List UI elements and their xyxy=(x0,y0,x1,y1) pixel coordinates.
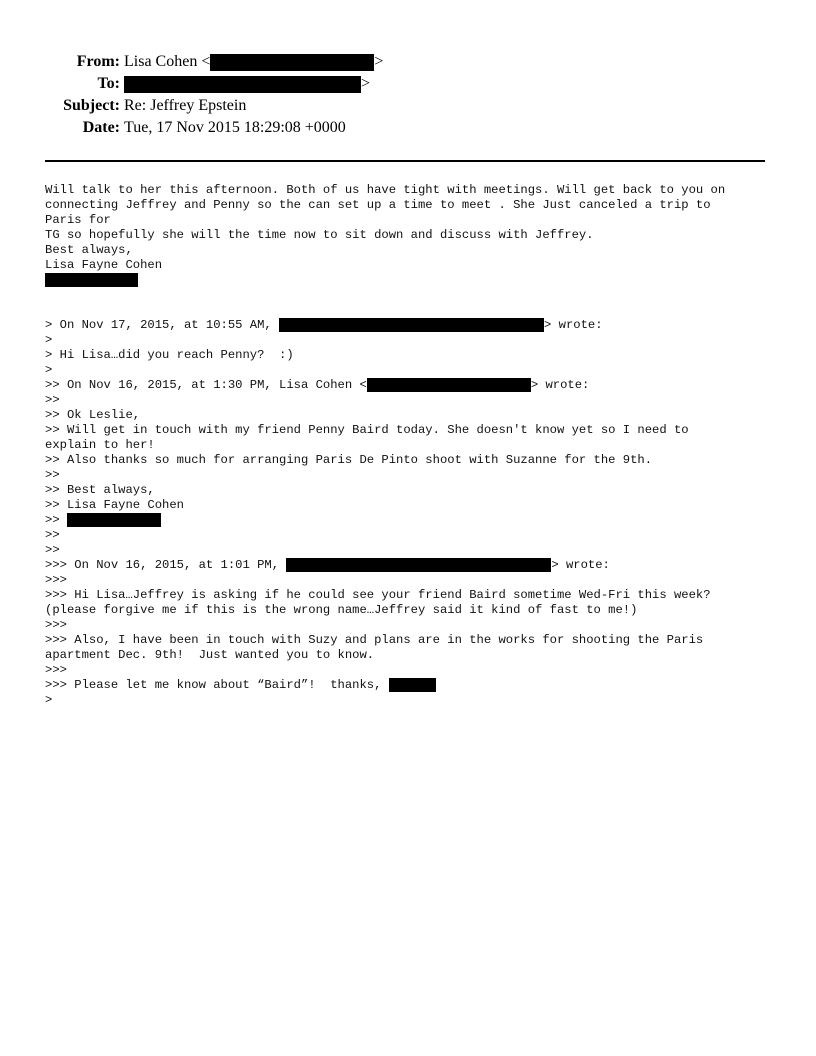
email-body xyxy=(45,183,785,708)
quote-line xyxy=(45,558,785,573)
to-value xyxy=(124,75,370,93)
quote-line: >> xyxy=(45,543,60,557)
quote-text: > On Nov 17, 2015, at 10:55 AM, xyxy=(45,318,280,333)
redaction-box xyxy=(124,76,361,93)
quote-line: > xyxy=(45,363,53,377)
from-close: > xyxy=(374,53,384,70)
quote-text: >>> On Nov 16, 2015, at 1:01 PM, xyxy=(45,558,287,573)
quote-line: >>> xyxy=(45,663,67,677)
quote-line: >> Also thanks so much for arranging Paris De Pinto shoot with Suzanne for the 9th. xyxy=(45,453,653,467)
redaction-box xyxy=(67,513,161,527)
quote-line xyxy=(45,318,785,333)
quote-line: >> Lisa Fayne Cohen xyxy=(45,498,184,512)
quote-text: > wrote: xyxy=(530,378,590,393)
body-line: TG so hopefully she will the time now to sit down and discuss with Jeffrey. xyxy=(45,228,594,242)
quote-line: >>> xyxy=(45,618,67,632)
signature-redaction-line xyxy=(45,273,785,288)
quote-line xyxy=(45,513,785,528)
quote-line: >> Will get in touch with my friend Penny Baird today. She doesn't know yet so I need to xyxy=(45,423,689,437)
quote-line: apartment Dec. 9th! Just wanted you to know. xyxy=(45,648,375,662)
quote-line: >> xyxy=(45,468,60,482)
quote-line: (please forgive me if this is the wrong name…Jeffrey said it kind of fast to me!) xyxy=(45,603,638,617)
quote-line: >> xyxy=(45,528,60,542)
quote-line xyxy=(45,378,785,393)
from-label: From: xyxy=(76,53,120,70)
body-line: Best always, xyxy=(45,243,133,257)
quote-line: >>> Hi Lisa…Jeffrey is asking if he could see your friend Baird sometime Wed-Fri this week? xyxy=(45,588,711,602)
quote-line: >> Ok Leslie, xyxy=(45,408,141,422)
header-divider xyxy=(45,160,765,162)
quote-line: >> xyxy=(45,393,60,407)
quote-line: > xyxy=(45,693,53,707)
subject-label: Subject: xyxy=(63,97,120,114)
quote-line xyxy=(45,678,785,693)
redaction-box xyxy=(286,558,551,572)
quote-text: > wrote: xyxy=(544,318,603,333)
from-value xyxy=(124,53,383,71)
subject-value: Re: Jeffrey Epstein xyxy=(124,97,247,114)
blank-line xyxy=(45,303,785,318)
redaction-box xyxy=(45,273,138,287)
quote-text: > wrote: xyxy=(551,558,610,573)
quote-text: >>> Please let me know about “Baird”! thanks, xyxy=(45,678,389,693)
quote-text: >> xyxy=(45,513,67,528)
body-line: connecting Jeffrey and Penny so the can set up a time to meet . She Just canceled a trip to xyxy=(45,198,711,212)
redaction-box xyxy=(367,378,531,392)
quote-text: >> On Nov 16, 2015, at 1:30 PM, Lisa Cohen < xyxy=(45,378,367,393)
quote-line: >>> Also, I have been in touch with Suzy and plans are in the works for shooting the Paris xyxy=(45,633,704,647)
to-close: > xyxy=(361,75,371,92)
body-line: Paris for xyxy=(45,213,111,227)
redaction-box xyxy=(279,318,544,332)
blank-line xyxy=(45,288,785,303)
quote-line: > xyxy=(45,333,53,347)
quote-line: >>> xyxy=(45,573,67,587)
body-line: Lisa Fayne Cohen xyxy=(45,258,163,272)
date-label: Date: xyxy=(82,119,120,136)
body-line: Will talk to her this afternoon. Both of us have tight with meetings. Will get back to you on xyxy=(45,183,726,197)
quote-line: >> Best always, xyxy=(45,483,155,497)
from-name: Lisa Cohen < xyxy=(124,53,211,70)
quote-line: explain to her! xyxy=(45,438,155,452)
redaction-box xyxy=(389,678,436,692)
date-value: Tue, 17 Nov 2015 18:29:08 +0000 xyxy=(124,119,346,136)
quote-line: > Hi Lisa…did you reach Penny? :) xyxy=(45,348,294,362)
redaction-box xyxy=(210,54,374,71)
to-label: To: xyxy=(97,75,120,92)
